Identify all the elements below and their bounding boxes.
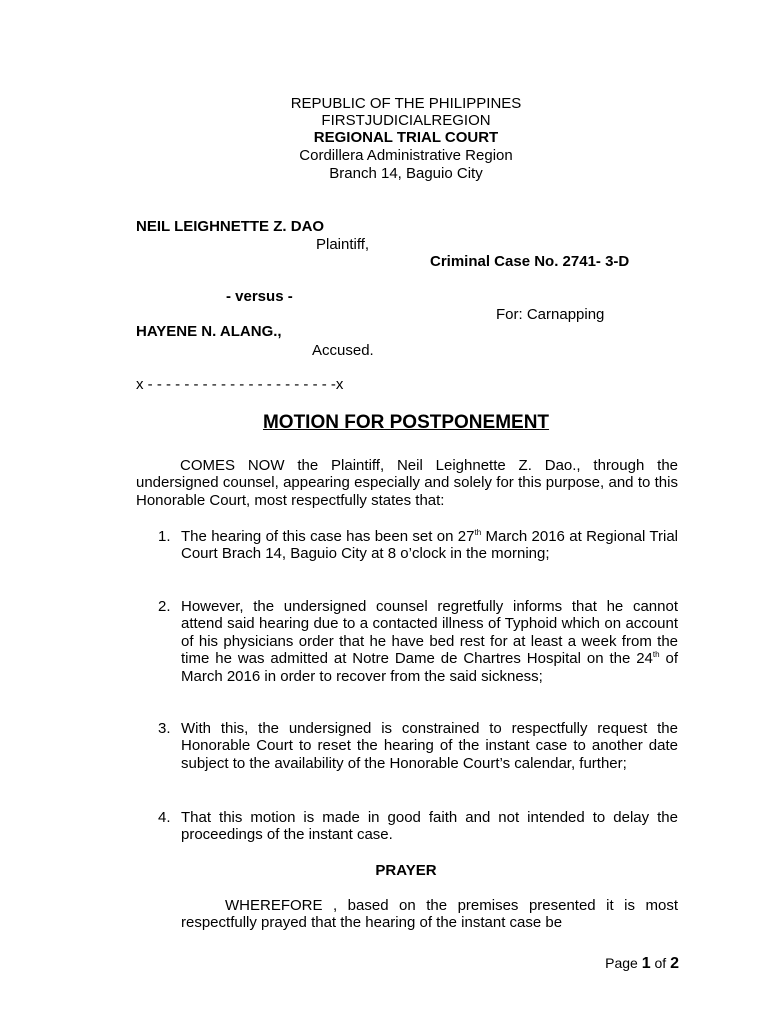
header-court: REGIONAL TRIAL COURT <box>313 129 499 146</box>
prayer-paragraph: WHEREFORE , based on the premises presented it is most respectfully prayed that the hearing of the instant case be <box>181 897 678 932</box>
intro-paragraph: COMES NOW the Plaintiff, Neil Leighnette Z. Dao., through the undersigned counsel, appearing especially and solely for this purpose, and to this Honorable Court, most respectfully states that: <box>136 457 678 509</box>
case-number: Criminal Case No. 2741- 3-D <box>430 253 630 270</box>
prayer-heading: PRAYER <box>375 862 437 879</box>
accused-role: Accused. <box>312 342 374 359</box>
list-item-number: 4. <box>158 809 171 826</box>
header-branch: Branch 14, Baguio City <box>329 165 483 182</box>
document-title: MOTION FOR POSTPONEMENT <box>262 412 550 433</box>
list-item-text: The hearing of this case has been set on 27th March 2016 at Regional Trial Court Brach 14, Baguio City at 8 o’clock in the morning; <box>181 528 678 563</box>
list-item-text: However, the undersigned counsel regretfully informs that he cannot attend said hearing due to a contacted illness of Typhoid which on account of his physicians order that he have bed rest for at least a week from the time he was admitted at Notre Dame de Chartres Hospital on the 24th of March 2016 in order to recover from the said sickness; <box>181 598 678 685</box>
page-word: Page <box>605 955 638 971</box>
accused-name: HAYENE N. ALANG., <box>136 323 282 340</box>
page-number: 1 <box>641 955 651 972</box>
plaintiff-name: NEIL LEIGHNETTE Z. DAO <box>136 218 325 235</box>
caption-separator: x - - - - - - - - - - - - - - - - - - - - -x <box>136 376 344 393</box>
list-item-text: With this, the undersigned is constrained to respectfully request the Honorable Court to reset the hearing of the instant case to another date subject to the availability of the Honorable Court’s calendar, further; <box>181 720 678 772</box>
list-item-number: 2. <box>158 598 171 615</box>
list-item-number: 3. <box>158 720 171 737</box>
list-item-text: That this motion is made in good faith and not intended to delay the proceedings of the instant case. <box>181 809 678 844</box>
versus-label: - versus - <box>226 288 293 305</box>
header-admin-region: Cordillera Administrative Region <box>299 147 513 164</box>
plaintiff-role: Plaintiff, <box>316 236 370 253</box>
page-footer <box>605 954 679 973</box>
header-republic: REPUBLIC OF THE PHILIPPINES <box>290 95 522 112</box>
list-item-number: 1. <box>158 528 171 545</box>
case-nature: For: Carnapping <box>496 306 605 323</box>
header-region: FIRSTJUDICIALREGION <box>321 112 491 129</box>
page-total: 2 <box>670 955 679 972</box>
of-word: of <box>654 955 667 971</box>
